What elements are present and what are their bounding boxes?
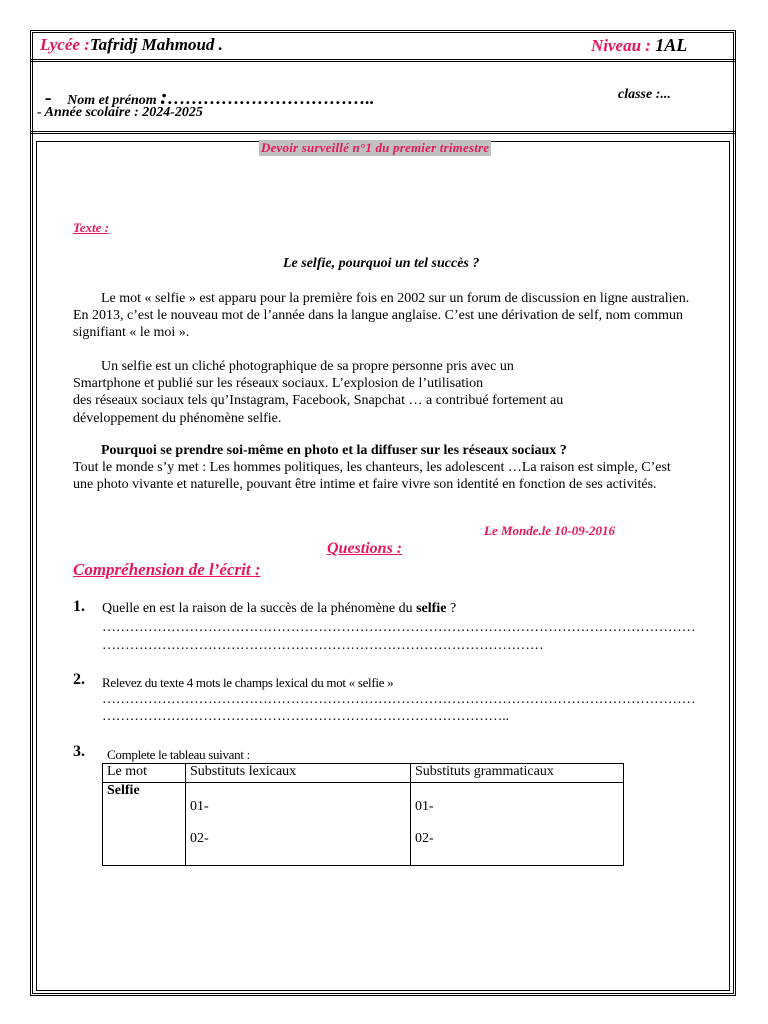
lexical-item-1: 01-: [190, 799, 209, 814]
header-divider: [30, 59, 736, 62]
nom-dash: -: [45, 87, 52, 109]
question-2-answer-line1[interactable]: …………………………………………………………………………………………………………………: [102, 692, 696, 707]
question-2-answer-line2[interactable]: ……………………………………………………………………………..: [102, 709, 509, 724]
niveau-line: [591, 35, 687, 56]
comprehension-colon: :: [250, 560, 261, 579]
question-2-number: 2.: [73, 671, 85, 688]
questions-title: Questions :: [327, 540, 403, 557]
header-bottom-divider: [30, 131, 736, 134]
nom-label: Nom et prénom: [67, 93, 161, 108]
question-2-text: Relevez du texte 4 mots le champs lexical du mot « selfie »: [102, 675, 394, 690]
table-word-cell: [103, 783, 186, 866]
lycee-label: Lycée :: [40, 35, 90, 54]
paragraph-3-text: Tout le monde s’y met : Les hommes politiques, les chanteurs, les adolescent …La raison est simple, C’est une photo vivante et naturelle, pouvant être intime et faire vivre son identité en fonction de ses activités.: [73, 460, 671, 493]
lycee-line: [40, 35, 223, 55]
paragraph-3-question: Pourquoi se prendre soi-même en photo et la diffuser sur les réseaux sociaux ?: [101, 443, 567, 458]
nom-colon: :: [160, 84, 168, 109]
lexical-item-2: 02-: [190, 831, 209, 846]
question-1-prompt: Quelle en est la raison de la succès de la phénomène du: [102, 601, 417, 616]
substituts-table: [102, 763, 624, 866]
devoir-title: Devoir surveillé n°1 du premier trimestre: [261, 140, 490, 155]
paragraph-3: [73, 442, 673, 494]
table-header-cell: Substituts lexicaux: [186, 764, 411, 783]
paragraph-2: [73, 358, 693, 427]
table-row: [103, 783, 624, 866]
table-header-row: [103, 764, 624, 783]
comprehension-label: Compréhension de l’écrit: [73, 560, 251, 579]
table-word: Selfie: [107, 783, 140, 798]
question-1-end: ?: [446, 601, 457, 616]
question-1-number: 1.: [73, 598, 85, 615]
paragraph-2-line4: développement du phénomène selfie.: [73, 410, 282, 426]
table-lexical-cell[interactable]: [186, 783, 411, 866]
paragraph-2-line1: Un selfie est un cliché photographique de sa propre personne pris avec un: [101, 359, 514, 374]
nom-dots: ……………………………..: [167, 88, 375, 108]
grammatical-item-2: 02-: [415, 831, 434, 846]
text-title: Le selfie, pourquoi un tel succès ?: [283, 256, 480, 271]
question-3-text: Complete le tableau suivant :: [107, 747, 250, 762]
lycee-name: Tafridj Mahmoud .: [89, 35, 223, 54]
annee-scolaire: - Année scolaire : 2024-2025: [37, 105, 203, 120]
table-header-cell: Le mot: [103, 764, 186, 783]
niveau-value: 1AL: [655, 35, 688, 55]
paragraph-1: [73, 290, 698, 342]
comprehension-title: [73, 560, 260, 580]
question-3-number: 3.: [73, 743, 85, 760]
question-1-answer-line1[interactable]: …………………………………………………………………………………………………………………: [102, 620, 696, 635]
niveau-label: Niveau :: [591, 36, 656, 55]
table-grammatical-cell[interactable]: [411, 783, 624, 866]
texte-label: Texte :: [73, 220, 109, 235]
grammatical-item-1: 01-: [415, 799, 434, 814]
paragraph-2-line2: Smartphone et publié sur les réseaux sociaux. L’explosion de l’utilisation: [73, 376, 484, 392]
source-citation: Le Monde.le 10-09-2016: [484, 523, 616, 538]
question-1-text: [102, 601, 456, 617]
question-1-answer-line2[interactable]: ……………………………………………………………………………………: [102, 638, 544, 653]
paragraph-1-text: Le mot « selfie » est apparu pour la première fois en 2002 sur un forum de discussion en ligne australien. En 2013, c’est le nouveau mot de l’année dans la langue anglaise. C’est une dérivation de self, nom commun signifiant « le moi ».: [73, 291, 690, 341]
question-1-keyword: selfie: [416, 601, 447, 616]
paragraph-2-line3: des réseaux sociaux tels qu’Instagram, Facebook, Snapchat … a contribué fortement au: [73, 393, 564, 409]
table-header-cell: Substituts grammaticaux: [411, 764, 624, 783]
classe-field: classe :...: [618, 87, 671, 102]
